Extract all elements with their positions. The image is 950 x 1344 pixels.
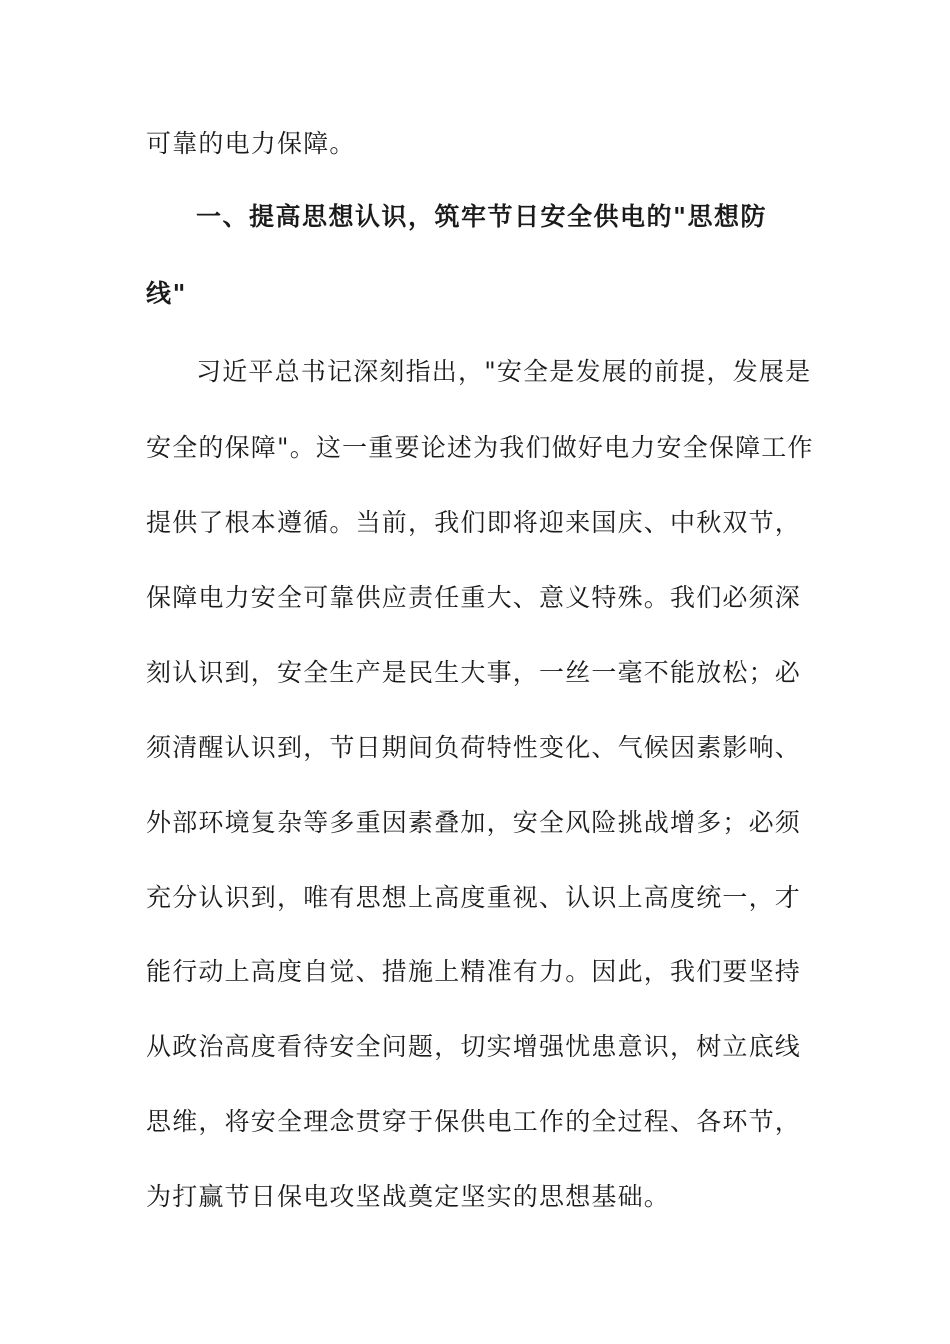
paragraph-line: 思维，将安全理念贯穿于保供电工作的全过程、各环节，	[146, 1107, 802, 1136]
continuation-line: 可靠的电力保障。	[146, 129, 356, 158]
section-heading-line-2: 线"	[146, 279, 188, 308]
paragraph-line: 习近平总书记深刻指出，"安全是发展的前提，发展是	[196, 357, 812, 386]
paragraph-line: 安全的保障"。这一重要论述为我们做好电力安全保障工作	[146, 433, 814, 462]
paragraph-line: 为打赢节日保电攻坚战奠定坚实的思想基础。	[146, 1182, 671, 1211]
paragraph-line: 能行动上高度自觉、措施上精准有力。因此，我们要坚持	[146, 957, 802, 986]
section-heading-line-1: 一、提高思想认识，筑牢节日安全供电的"思想防	[196, 202, 768, 231]
paragraph-line: 从政治高度看待安全问题，切实增强忧患意识，树立底线	[146, 1032, 802, 1061]
paragraph-line: 保障电力安全可靠供应责任重大、意义特殊。我们必须深	[146, 583, 802, 612]
paragraph-line: 外部环境复杂等多重因素叠加，安全风险挑战增多；必须	[146, 808, 802, 837]
paragraph-line: 提供了根本遵循。当前，我们即将迎来国庆、中秋双节，	[146, 508, 802, 537]
paragraph-line: 须清醒认识到，节日期间负荷特性变化、气候因素影响、	[146, 733, 802, 762]
paragraph-line: 刻认识到，安全生产是民生大事，一丝一毫不能放松；必	[146, 658, 802, 687]
paragraph-line: 充分认识到，唯有思想上高度重视、认识上高度统一，才	[146, 883, 802, 912]
